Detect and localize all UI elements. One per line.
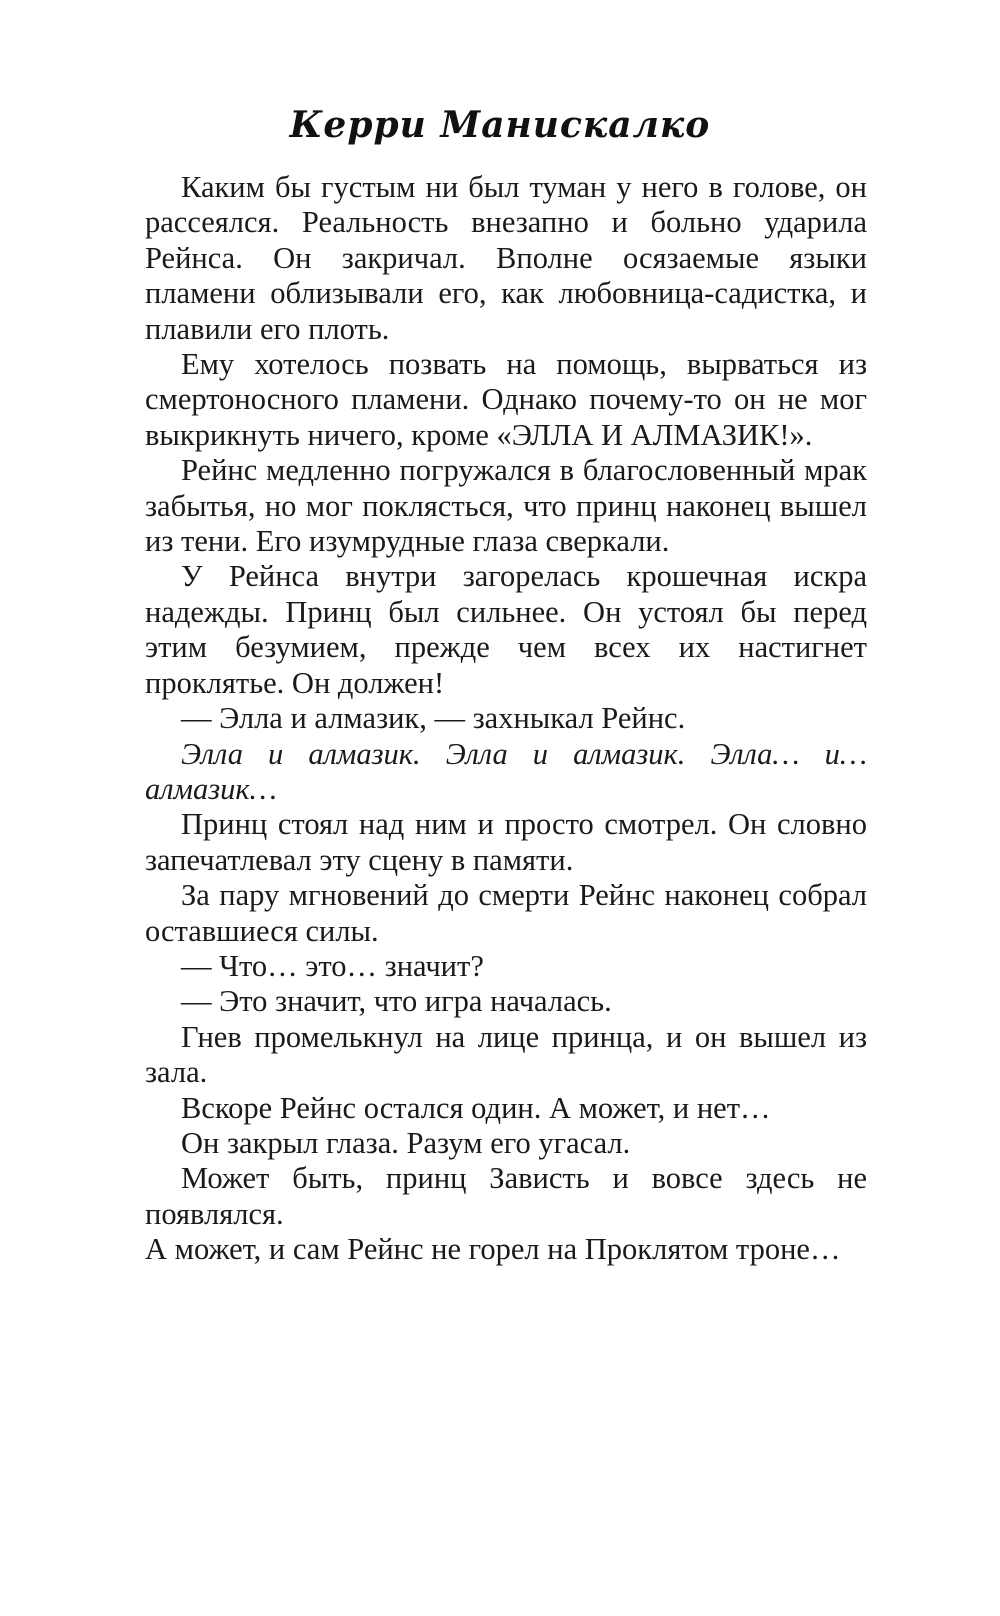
paragraph: Вскоре Рейнс остался один. А может, и нет… xyxy=(181,1090,771,1125)
dialogue-line: — Что… это… значит? xyxy=(181,948,484,983)
paragraph: Каким бы густым ни был туман у него в голове, он рассеялся. Реальность внезапно и больно ударила Рейнса. Он закричал. Вполне осязаемые языки пламени облизывали его, как любовница-садистка, и плавили его плоть. xyxy=(145,170,867,346)
italic-paragraph: Элла и алмазик. Элла и алмазик. Элла… и… алмазик… xyxy=(145,736,867,806)
paragraph: За пару мгновений до смерти Рейнс наконец собрал оставшиеся силы. xyxy=(145,878,867,948)
paragraph: Гнев промелькнул на лице принца, и он вышел из зала. xyxy=(145,1019,867,1090)
paragraph: Он закрыл глаза. Разум его угасал. xyxy=(181,1125,631,1160)
paragraph: Ему хотелось позвать на помощь, вырваться из смертоносного пламени. Однако почему-то он не мог выкрикнуть ничего, кроме «ЭЛЛА И АЛМАЗИК!». xyxy=(145,347,867,452)
paragraph: Рейнс медленно погружался в благословенный мрак забытья, но мог поклясться, что принц наконец вышел из тени. Его изумрудные глаза сверкали. xyxy=(145,453,867,559)
body-text xyxy=(145,170,867,1268)
paragraph: А может, и сам Рейнс не горел на Проклятом троне… xyxy=(145,1232,841,1267)
dialogue-line: — Элла и алмазик, — захныкал Рейнс. xyxy=(181,701,686,736)
paragraph: Может быть, принц Зависть и вовсе здесь не появлялся. xyxy=(145,1161,867,1231)
paragraph: Принц стоял над ним и просто смотрел. Он словно запечатлевал эту сцену в памяти. xyxy=(145,807,867,877)
paragraph: У Рейнса внутри загорелась крошечная искра надежды. Принц был сильнее. Он устоял бы перед этим безумием, прежде чем всех их настигнет проклятье. Он должен! xyxy=(145,559,867,700)
running-head-author: Керри Манискалко xyxy=(289,104,711,146)
dialogue-line: — Это значит, что игра началась. xyxy=(181,984,612,1019)
